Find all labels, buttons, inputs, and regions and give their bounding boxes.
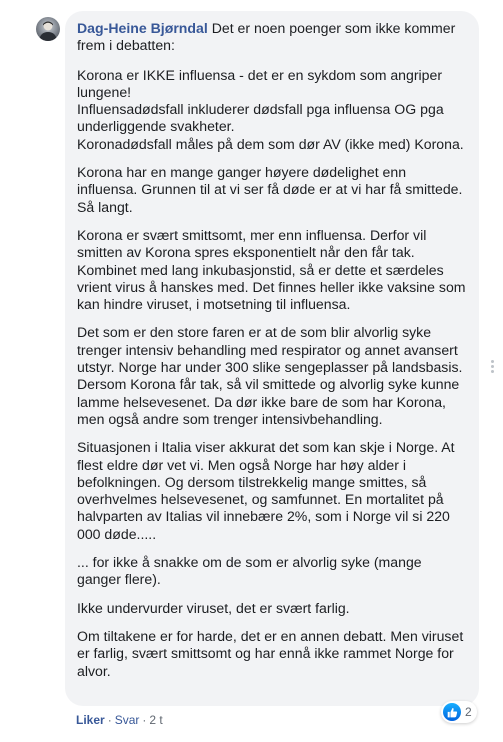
more-options-dot bbox=[491, 365, 494, 368]
comment-actions bbox=[76, 713, 163, 727]
more-options-dot bbox=[491, 370, 494, 373]
comment-paragraph: ... for ikke å snakke om de som er alvorlig syke (mange ganger flere). bbox=[77, 554, 422, 588]
comment-paragraph: Korona er svært smittsomt, mer enn influensa. Derfor vil smitten av Korona spres eksponentielt når den får tak. Kombinet med lang inkubasjonstid, så er dette et særdeles vrient virus å hanskes med. Det finnes heller ikke vaksine som kan hindre viruset, i motsetning til influensa. bbox=[77, 226, 466, 313]
comment-timestamp[interactable]: 2 t bbox=[149, 713, 163, 727]
like-button[interactable]: Liker bbox=[76, 713, 105, 727]
comment-paragraph: Det som er den store faren er at de som blir alvorlig syke trenger intensiv behandling med respirator og annet avansert utstyr. Norge har under 300 slike sengeplasser på landsbasis. Dersom Korona får tak, så vil smittede og alvorlig syke kunne lamme helsevesenet. Da dør ikke bare de som har Korona, men også andre som trenger intensivbehandling. bbox=[77, 324, 463, 427]
more-options-dot bbox=[491, 360, 494, 363]
comment-paragraph: Om tiltakene er for harde, det er en annen debatt. Men viruset er farlig, svært smittsomt og har ennå ikke rammet Norge for alvor. bbox=[77, 627, 464, 679]
comment-intro-text: Det er noen poenger som ikke kommer frem i debatten: bbox=[77, 20, 456, 54]
reaction-count: 2 bbox=[465, 705, 472, 719]
comment-bubble bbox=[65, 11, 479, 706]
comment-paragraph: Korona har en mange ganger høyere dødelighet enn influensa. Grunnen til at vi ser få døde er at vi har få smittede. Så langt. bbox=[77, 164, 463, 215]
action-separator: · bbox=[107, 713, 112, 727]
thumbs-up-icon bbox=[443, 703, 461, 721]
user-avatar-icon bbox=[36, 17, 60, 41]
action-separator: · bbox=[142, 713, 147, 727]
avatar[interactable] bbox=[36, 17, 60, 41]
more-options-icon[interactable] bbox=[491, 360, 495, 373]
reply-button[interactable]: Svar bbox=[114, 713, 140, 727]
comment-paragraph: Korona er IKKE influensa - det er en sykdom som angriper lungene! Influensadødsfall inkluderer dødsfall pga influensa OG pga underliggende svakheter. Koronadødsfall måles på dem som dør AV (ikke med) Korona. bbox=[77, 66, 464, 152]
reaction-summary[interactable] bbox=[441, 701, 477, 723]
comment-author-link[interactable]: Dag-Heine Bjørndal bbox=[77, 20, 208, 36]
comment-first-paragraph bbox=[77, 20, 467, 55]
comment-paragraph: Ikke undervurder viruset, det er svært farlig. bbox=[77, 599, 350, 616]
comment-paragraph: Situasjonen i Italia viser akkurat det som kan skje i Norge. At flest eldre dør vet vi. Men også Norge har høy alder i befolkningen. Og dersom tilstrekkelig mange smittes, så overhvelmes helsevesenet, og samfunnet. En mortalitet på halvparten av Italias vil innebære 2%, som i Norge vil si 220 000 døde..... bbox=[77, 439, 455, 542]
